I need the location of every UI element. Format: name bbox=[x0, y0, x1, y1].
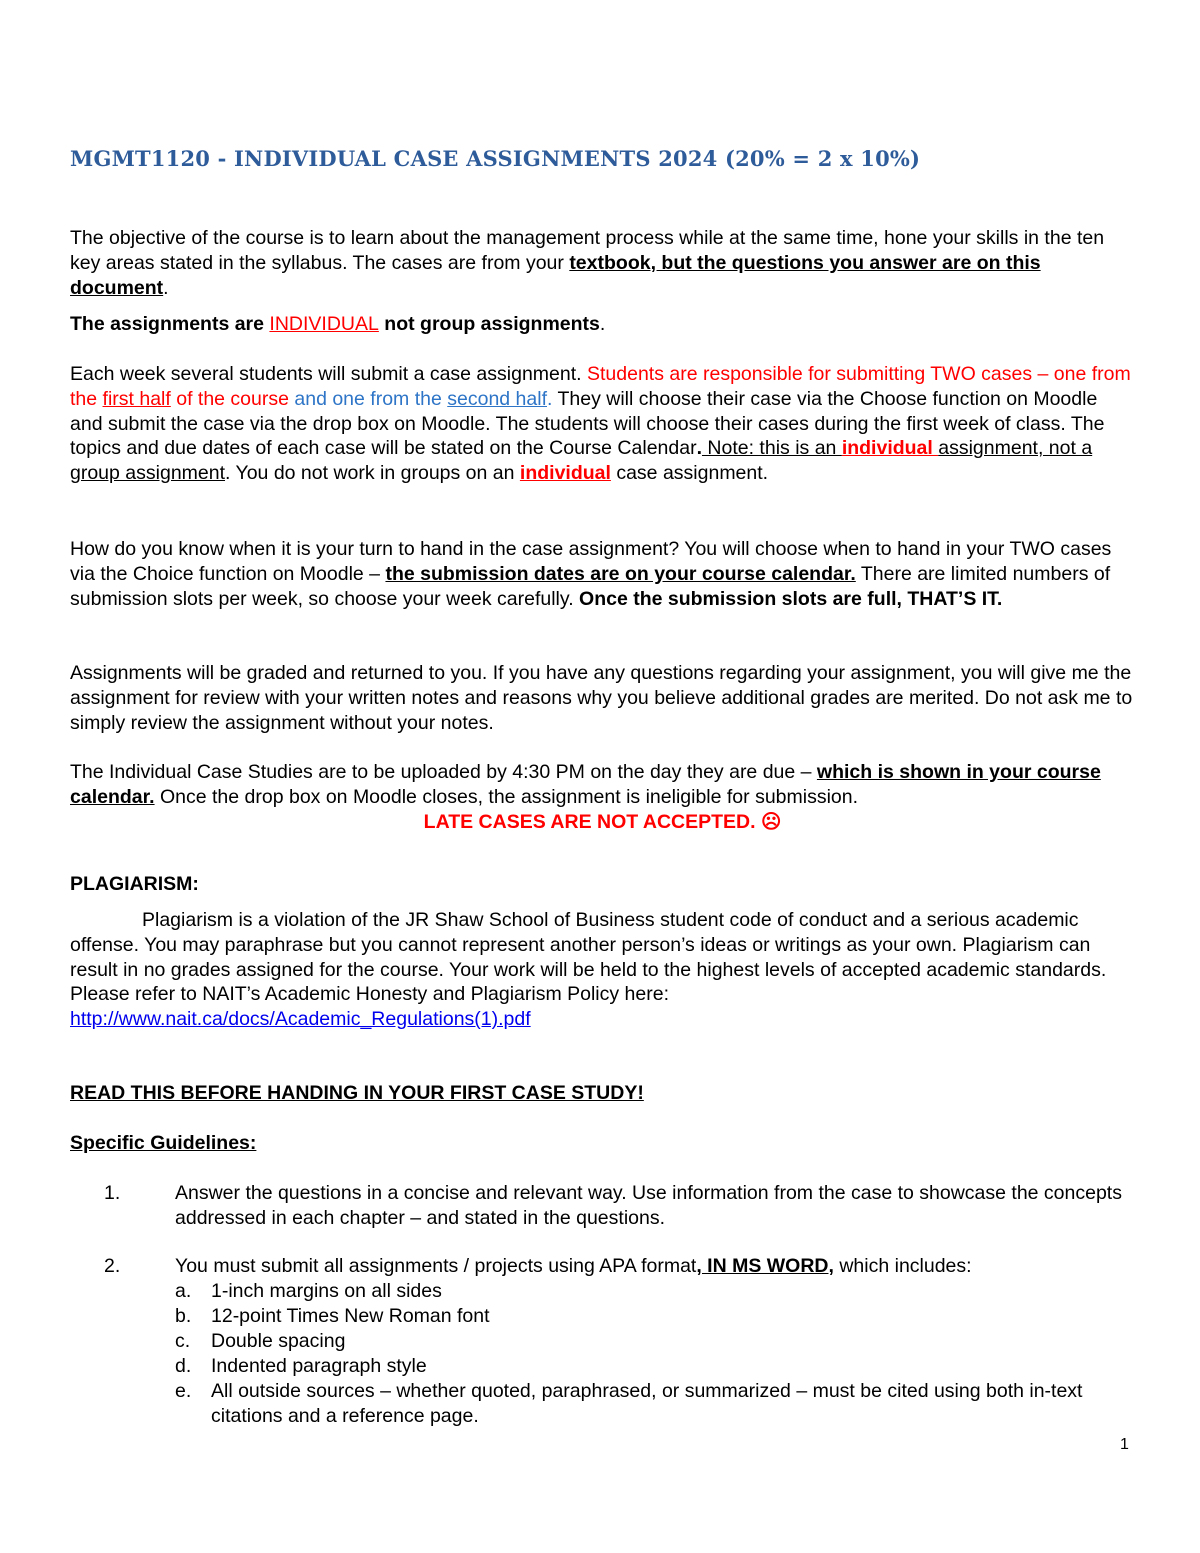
sub-item-a bbox=[175, 1279, 1135, 1304]
weekly-not-group: assignment, not a group assignment bbox=[70, 437, 1093, 485]
weekly-individual-2: individual bbox=[519, 462, 611, 485]
weekly-paragraph bbox=[70, 362, 1135, 486]
intro-emphasis: textbook, but the questions you answer are on this document bbox=[70, 251, 1041, 299]
notice-individual: INDIVIDUAL bbox=[269, 313, 379, 335]
sub-item-c bbox=[175, 1329, 1135, 1354]
upload-text-c: Once the drop box on Moodle closes, the assignment is ineligible for submission. bbox=[154, 785, 859, 808]
late-text: LATE CASES ARE NOT ACCEPTED bbox=[423, 811, 751, 833]
individual-notice bbox=[70, 312, 1135, 337]
sub-letter: a. bbox=[175, 1280, 192, 1302]
sub-letter: b. bbox=[175, 1305, 192, 1327]
weekly-bold-period: . bbox=[696, 437, 702, 460]
sub-letter: e. bbox=[175, 1380, 192, 1402]
notice-period: . bbox=[599, 313, 606, 335]
sub-item-e bbox=[175, 1379, 1135, 1429]
turn-full: Once the submission slots are full, THAT’S IT. bbox=[579, 587, 1003, 610]
turn-dates: the submission dates are on your course calendar. bbox=[385, 562, 856, 585]
graded-paragraph: Assignments will be graded and returned to you. If you have any questions regarding your assignment, you will give me the assignment for review with your written notes and reasons why you believe additional grades are merited. Do not ask me to simply review the assignment without your notes. bbox=[70, 662, 1133, 734]
guidelines-heading: Specific Guidelines: bbox=[70, 1132, 257, 1154]
item-2-number: 2. bbox=[104, 1255, 121, 1277]
item-1-number: 1. bbox=[104, 1182, 121, 1204]
weekly-second-half: second half bbox=[447, 387, 547, 410]
notice-text-a: The assignments are bbox=[70, 313, 270, 335]
sub-text: Double spacing bbox=[211, 1330, 346, 1352]
late-notice bbox=[70, 810, 1135, 835]
policy-link[interactable]: http://www.nait.ca/docs/Academic_Regulations(1).pdf bbox=[70, 1008, 531, 1031]
weekly-text-o: case assignment. bbox=[610, 462, 769, 485]
item-2-text-c: which includes: bbox=[833, 1255, 972, 1277]
turn-paragraph bbox=[70, 537, 1135, 611]
page-number: 1 bbox=[1120, 1436, 1129, 1453]
item-2-text bbox=[175, 1254, 1135, 1279]
upload-calendar: which is shown in your course calendar. bbox=[70, 761, 1101, 808]
sub-text: Indented paragraph style bbox=[211, 1355, 427, 1377]
item-2-ms-word: , IN MS WORD, bbox=[696, 1255, 834, 1277]
upload-text-a: The Individual Case Studies are to be uploaded by 4:30 PM on the day they are due – bbox=[70, 761, 817, 783]
plagiarism-paragraph bbox=[70, 908, 1135, 1032]
weekly-individual-1: individual bbox=[841, 437, 939, 460]
weekly-note: Note: this is an bbox=[701, 437, 842, 460]
guideline-item-1 bbox=[70, 1181, 1135, 1231]
frown-icon: ☹ bbox=[760, 811, 782, 833]
weekly-first-half: first half bbox=[102, 387, 171, 410]
weekly-period: . bbox=[547, 387, 558, 410]
plagiarism-text: Plagiarism is a violation of the JR Shaw School of Business student code of conduct and a serious academic offense. You may paraphrase but you cannot represent another person’s ideas or writings as your own. Plagiarism can result in no grades assigned for the course. Your work will be held to the highest levels of accepted academic standards. Please refer to NAIT’s Academic Honesty and Plagiarism Policy here: bbox=[70, 909, 1107, 1006]
sub-item-b bbox=[175, 1304, 1135, 1329]
sub-letter: d. bbox=[175, 1355, 192, 1377]
intro-text: The objective of the course is to learn about the management process while at the same time, hone your skills in the ten key areas stated in the syllabus. The cases are from your bbox=[70, 227, 1105, 274]
sub-item-d bbox=[175, 1354, 1135, 1379]
weekly-of-course: of the course bbox=[170, 387, 289, 410]
notice-text-c: not group assignments bbox=[378, 313, 600, 335]
plagiarism-heading: PLAGIARISM: bbox=[70, 873, 199, 895]
sub-text: 12-point Times New Roman font bbox=[211, 1305, 490, 1327]
sub-letter: c. bbox=[175, 1330, 191, 1352]
turn-text-a: How do you know when it is your turn to hand in the case assignment? You will choose when to hand in your TWO cases via the Choice function on Moodle – bbox=[70, 538, 1112, 585]
late-dot: . bbox=[750, 811, 761, 833]
upload-paragraph bbox=[70, 760, 1135, 810]
weekly-text-a: Each week several students will submit a case assignment. bbox=[70, 363, 587, 385]
weekly-two-cases: Students are responsible for submitting TWO cases – one from the bbox=[70, 363, 1131, 410]
weekly-text-m: . You do not work in groups on an bbox=[225, 462, 520, 485]
document-title: MGMT1120 - INDIVIDUAL CASE ASSIGNMENTS 2024 (20% = 2 x 10%) bbox=[70, 146, 921, 171]
intro-paragraph bbox=[70, 226, 1135, 300]
weekly-text-h: They will choose their case via the Choose function on Moodle and submit the case via the drop box on Moodle. The students will choose their cases during the first week of class. The topics and due dates of each case will be stated on the Course Calendar bbox=[70, 387, 1105, 460]
item-2-text-a: You must submit all assignments / projects using APA format bbox=[175, 1255, 697, 1277]
sub-text: All outside sources – whether quoted, paraphrased, or summarized – must be cited using both in-text citations and a reference page. bbox=[211, 1380, 1083, 1427]
weekly-and-one: and one from the bbox=[288, 387, 448, 410]
sub-text: 1-inch margins on all sides bbox=[211, 1280, 442, 1302]
intro-period: . bbox=[163, 276, 169, 299]
guideline-item-2 bbox=[70, 1254, 1135, 1279]
read-this-heading: READ THIS BEFORE HANDING IN YOUR FIRST CASE STUDY! bbox=[70, 1082, 644, 1104]
turn-text-c: There are limited numbers of submission slots per week, so choose your week carefully. bbox=[70, 562, 1111, 610]
item-1-text: Answer the questions in a concise and relevant way. Use information from the case to showcase the concepts addressed in each chapter – and stated in the questions. bbox=[175, 1182, 1122, 1229]
